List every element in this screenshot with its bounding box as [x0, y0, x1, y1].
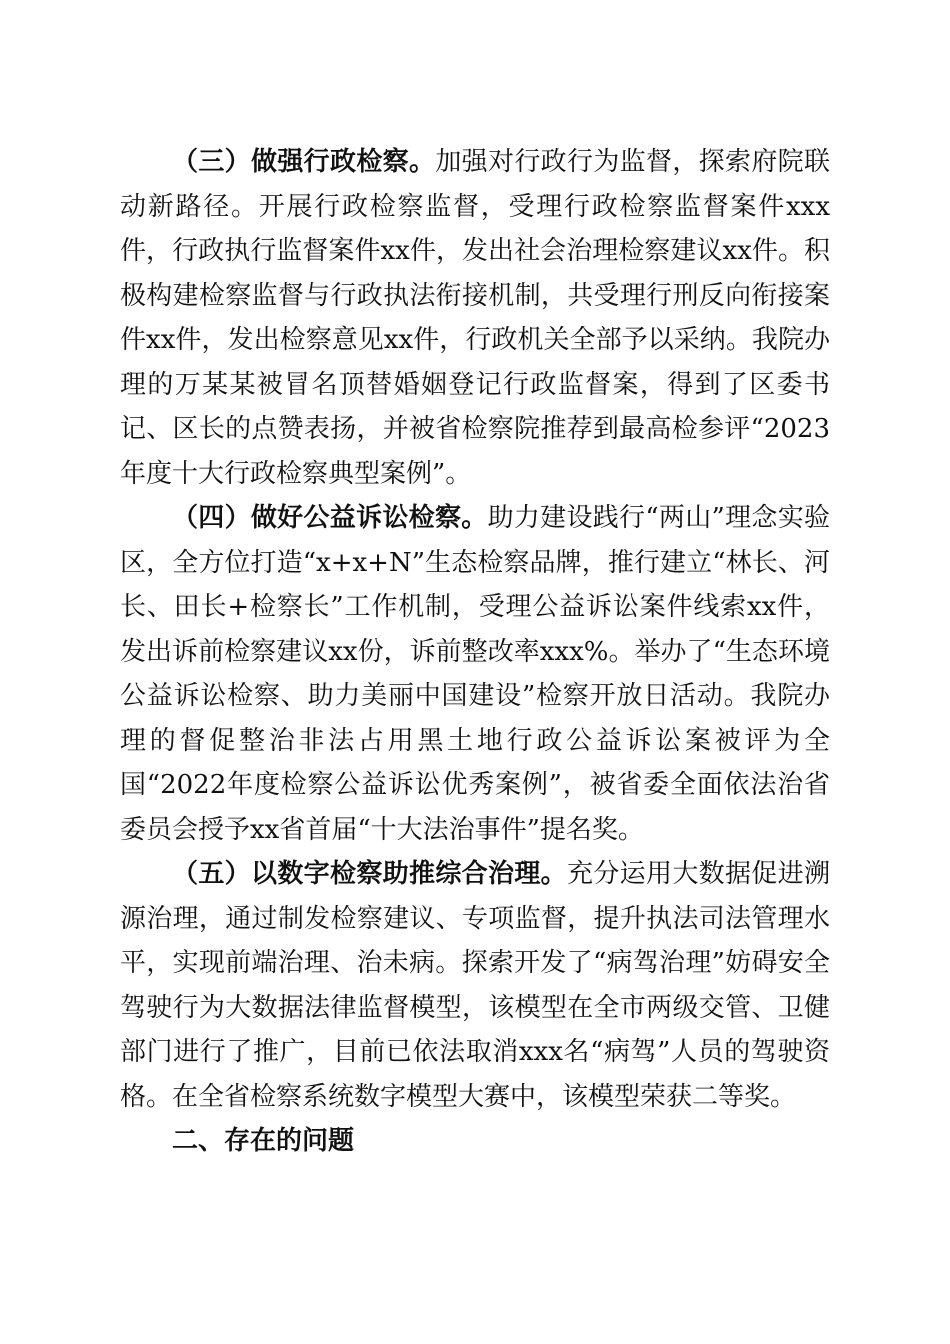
- paragraph-digital-procuratorate: [120, 852, 830, 1119]
- paragraph-heading: （三）做强行政检察。: [172, 147, 436, 177]
- paragraph-text: 充分运用大数据促进溯源治理，通过制发检察建议、专项监督，提升执法司法管理水平，实现前端治理、治未病。探索开发了“病驾治理”妨碍安全驾驶行为大数据法律监督模型，该模型在全市两级交管、卫健部门进行了推广，目前已依法取消xxx名“病驾”人员的驾驶资格。在全省检察系统数字模型大赛中，该模型荣获二等奖。: [120, 859, 830, 1112]
- document-body: [120, 140, 830, 1164]
- paragraph-public-interest-litigation: [120, 496, 830, 852]
- paragraph-heading: （四）做好公益诉讼检察。: [172, 503, 488, 533]
- paragraph-heading: （五）以数字检察助推综合治理。: [172, 859, 567, 889]
- section-heading: 二、存在的问题: [172, 1126, 355, 1156]
- paragraph-text: 助力建设践行“两山”理念实验区，全方位打造“x+x+N”生态检察品牌，推行建立“林长、河长、田长+检察长”工作机制，受理公益诉讼案件线索xx件，发出诉前检察建议xx份，诉前整改率xxx%。举办了“生态环境公益诉讼检察、助力美丽中国建设”检察开放日活动。我院办理的督促整治非法占用黑土地行政公益诉讼案被评为全国“2022年度检察公益诉讼优秀案例”，被省委全面依法治省委员会授予xx省首届“十大法治事件”提名奖。: [120, 503, 830, 845]
- paragraph-administrative-procuratorate: [120, 140, 830, 496]
- paragraph-text: 加强对行政行为监督，探索府院联动新路径。开展行政检察监督，受理行政检察监督案件xxx件，行政执行监督案件xx件，发出社会治理检察建议xx件。积极构建检察监督与行政执法衔接机制，共受理行刑反向衔接案件xx件，发出检察意见xx件，行政机关全部予以采纳。我院办理的万某某被冒名顶替婚姻登记行政监督案，得到了区委书记、区长的点赞表扬，并被省检察院推荐到最高检参评“2023年度十大行政检察典型案例”。: [120, 147, 830, 489]
